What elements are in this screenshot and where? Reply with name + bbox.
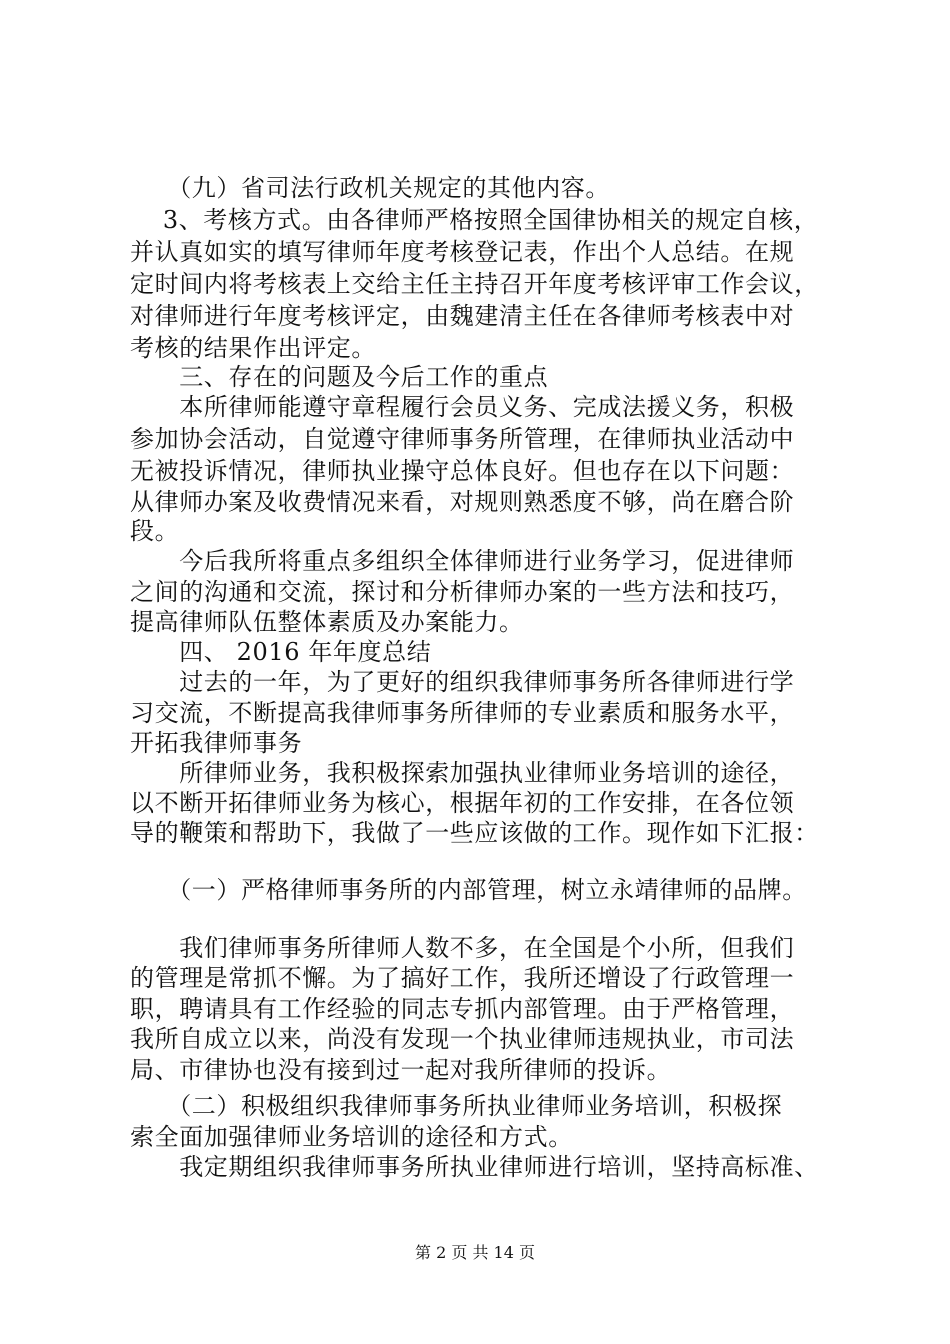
section-heading: 三、存在的问题及今后工作的重点 bbox=[130, 363, 549, 391]
body-line: 开拓我律师事务 bbox=[130, 729, 303, 757]
body-line: 我定期组织我律师事务所执业律师进行培训，坚持高标准、 bbox=[130, 1153, 819, 1181]
page-number-footer: 第 2 页 共 14 页 bbox=[415, 1243, 535, 1262]
body-line: 今后我所将重点多组织全体律师进行业务学习，促进律师 bbox=[130, 547, 795, 575]
body-line: 局、市律协也没有接到过一起对我所律师的投诉。 bbox=[130, 1056, 672, 1084]
body-line: 本所律师能遵守章程履行会员义务、完成法援义务，积极 bbox=[130, 393, 795, 421]
body-line: 定时间内将考核表上交给主任主持召开年度考核评审工作会议， bbox=[130, 270, 819, 298]
section-heading: 四、 2016 年年度总结 bbox=[130, 638, 432, 666]
body-line: 提高律师队伍整体素质及办案能力。 bbox=[130, 608, 524, 636]
body-line: 职，聘请具有工作经验的同志专抓内部管理。由于严格管理， bbox=[130, 995, 795, 1023]
body-line: 无被投诉情况，律师执业操守总体良好。但也存在以下问题： bbox=[130, 457, 795, 485]
body-line: 参加协会活动，自觉遵守律师事务所管理，在律师执业活动中 bbox=[130, 425, 795, 453]
body-line: 考核的结果作出评定。 bbox=[130, 334, 376, 362]
body-line: （九）省司法行政机关规定的其他内容。 bbox=[130, 174, 610, 202]
body-line: 我所自成立以来，尚没有发现一个执业律师违规执业，市司法 bbox=[130, 1025, 795, 1053]
body-line: 对律师进行年度考核评定，由魏建清主任在各律师考核表中对 bbox=[130, 302, 795, 330]
body-line: 过去的一年，为了更好的组织我律师事务所各律师进行学 bbox=[130, 668, 795, 696]
body-line: 索全面加强律师业务培训的途径和方式。 bbox=[130, 1123, 573, 1151]
body-line: 从律师办案及收费情况来看，对规则熟悉度不够，尚在磨合阶 bbox=[130, 488, 795, 516]
body-line: 以不断开拓律师业务为核心，根据年初的工作安排，在各位领 bbox=[130, 789, 795, 817]
subsection-heading: （二）积极组织我律师事务所执业律师业务培训，积极探 bbox=[130, 1092, 783, 1120]
body-line: 习交流，不断提高我律师事务所律师的专业素质和服务水平， bbox=[130, 699, 795, 727]
subsection-heading: （一）严格律师事务所的内部管理，树立永靖律师的品牌。 bbox=[130, 876, 807, 904]
body-line: 3、考核方式。由各律师严格按照全国律协相关的规定自核， bbox=[130, 206, 819, 234]
body-line: 我们律师事务所律师人数不多，在全国是个小所，但我们 bbox=[130, 934, 795, 962]
body-line: 并认真如实的填写律师年度考核登记表，作出个人总结。在规 bbox=[130, 238, 795, 266]
body-line: 所律师业务，我积极探索加强执业律师业务培训的途径， bbox=[130, 759, 795, 787]
body-line: 的管理是常抓不懈。为了搞好工作，我所还增设了行政管理一 bbox=[130, 964, 795, 992]
body-line: 导的鞭策和帮助下，我做了一些应该做的工作。现作如下汇报： bbox=[130, 819, 819, 847]
body-line: 之间的沟通和交流，探讨和分析律师办案的一些方法和技巧， bbox=[130, 578, 795, 606]
body-line: 段。 bbox=[130, 517, 180, 545]
